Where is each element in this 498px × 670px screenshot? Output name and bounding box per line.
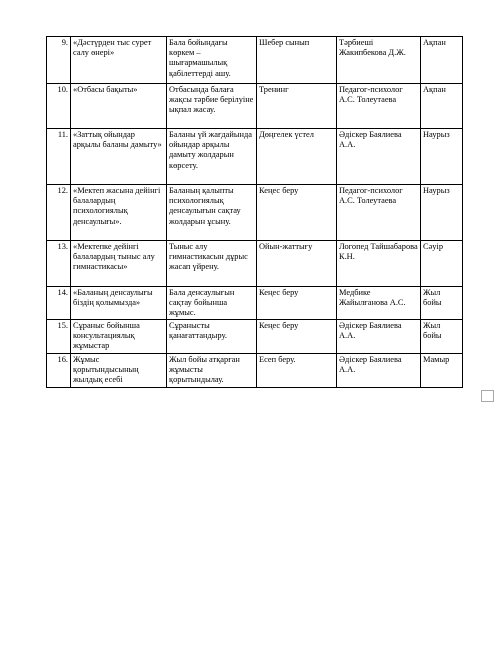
event-goal: Бала бойындағы көркем – шығармашылық қабілеттерді ашу.	[167, 37, 257, 84]
table-row	[47, 185, 463, 241]
event-period: Сәуір	[421, 241, 463, 287]
table-row	[47, 84, 463, 129]
row-number: 13.	[47, 241, 71, 287]
event-responsible: Тәрбиеші Жакипбекова Д.Ж.	[337, 37, 421, 84]
event-goal: Баланы үй жағдайында ойындар арқылы дамыту жолдарын көрсету.	[167, 129, 257, 185]
event-goal: Сұранысты қанағаттандыру.	[167, 319, 257, 353]
table-row	[47, 37, 463, 84]
event-responsible: Педагог-психолог А.С. Толеутаева	[337, 84, 421, 129]
event-responsible: Әдіскер Баялиева А.А.	[337, 353, 421, 387]
row-number: 16.	[47, 353, 71, 387]
event-responsible: Педагог-психолог А.С. Толеутаева	[337, 185, 421, 241]
event-title: «Отбасы бақыты»	[71, 84, 167, 129]
row-number: 12.	[47, 185, 71, 241]
page-corner-marker	[481, 390, 494, 402]
event-form: Шебер сынып	[257, 37, 337, 84]
event-period: Жыл бойы	[421, 319, 463, 353]
event-title: «Дәстүрден тыс сурет салу өнері»	[71, 37, 167, 84]
event-responsible: Әдіскер Баялиева А.А.	[337, 319, 421, 353]
table-row	[47, 319, 463, 353]
row-number: 10.	[47, 84, 71, 129]
table-row	[47, 129, 463, 185]
row-number: 15.	[47, 319, 71, 353]
event-form: Тренинг	[257, 84, 337, 129]
event-form: Ойын-жаттығу	[257, 241, 337, 287]
event-responsible: Медбике Жайылғанова А.С.	[337, 287, 421, 320]
event-form: Кеңес беру	[257, 319, 337, 353]
row-number: 11.	[47, 129, 71, 185]
event-form: Дөңгелек үстел	[257, 129, 337, 185]
event-form: Кеңес беру	[257, 287, 337, 320]
event-title: Жұмыс қорытындысының жылдық есебі	[71, 353, 167, 387]
event-goal: Тыныс алу гимнастикасын дұрыс жасап үйрену.	[167, 241, 257, 287]
row-number: 14.	[47, 287, 71, 320]
event-goal: Баланың қалыпты психологиялық денсаулығын сақтау жолдарын ұсыну.	[167, 185, 257, 241]
event-period: Ақпан	[421, 37, 463, 84]
event-title: «Заттық ойындар арқылы баланы дамыту»	[71, 129, 167, 185]
event-title: «Мектепке дейінгі балалардың тыныс алу гимнастикасы»	[71, 241, 167, 287]
event-form: Есеп беру.	[257, 353, 337, 387]
event-period: Ақпан	[421, 84, 463, 129]
event-responsible: Әдіскер Баялиева А.А.	[337, 129, 421, 185]
event-period: Мамыр	[421, 353, 463, 387]
event-title: Сұраныс бойынша консультациялық жұмыстар	[71, 319, 167, 353]
event-period: Жыл бойы	[421, 287, 463, 320]
event-title: «Баланың денсаулығы біздің қолымызда»	[71, 287, 167, 320]
events-table	[46, 36, 463, 388]
event-goal: Жыл бойы атқарған жұмысты қорытындылау.	[167, 353, 257, 387]
table-row	[47, 353, 463, 387]
event-title: «Мектеп жасына дейінгі балалардың психологиялық денсаулығы».	[71, 185, 167, 241]
table-row	[47, 287, 463, 320]
event-period: Наурыз	[421, 185, 463, 241]
event-goal: Бала денсаулығын сақтау бойынша жұмыс.	[167, 287, 257, 320]
event-goal: Отбасында балаға жақсы тәрбие берілуіне ықпал жасау.	[167, 84, 257, 129]
row-number: 9.	[47, 37, 71, 84]
event-responsible: Логопед Тайшабарова К.Н.	[337, 241, 421, 287]
event-form: Кеңес беру	[257, 185, 337, 241]
table-row	[47, 241, 463, 287]
event-period: Наурыз	[421, 129, 463, 185]
